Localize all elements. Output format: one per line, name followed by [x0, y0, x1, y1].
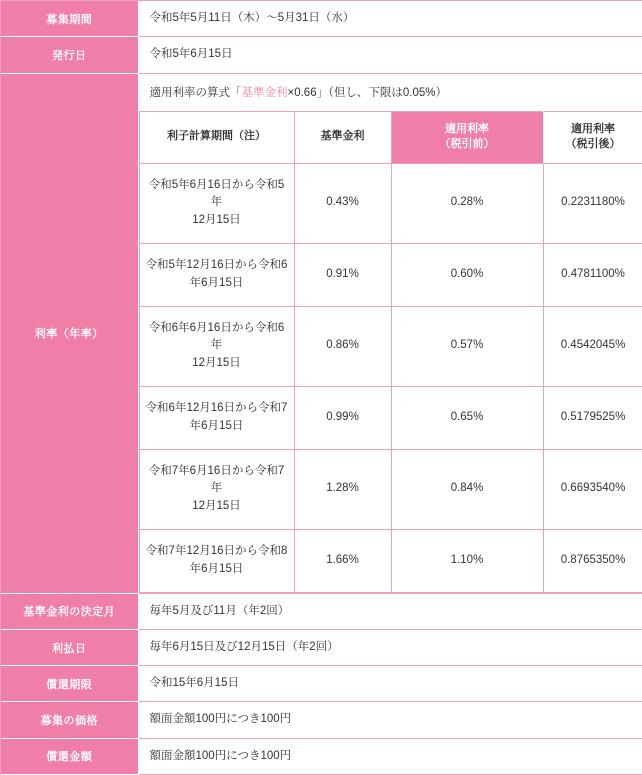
- cell-period-line1: 令和6年6月16日から令和6年: [149, 322, 284, 352]
- cell-period-line2: 12月15日: [192, 214, 241, 226]
- cell-applied-after-tax: 0.4542045%: [543, 306, 642, 386]
- row-value-redemption-date: 令和15年6月15日: [138, 666, 642, 702]
- table-row: [139, 306, 642, 386]
- cell-base-rate: 0.43%: [294, 163, 391, 243]
- cell-period-line1: 令和5年12月16日から令和6: [146, 259, 288, 271]
- rate-formula: [139, 74, 642, 111]
- table-row: [139, 530, 642, 593]
- cell-period-line1: 令和6年12月16日から令和7: [146, 402, 288, 414]
- cell-period-line2: 年6月15日: [190, 420, 244, 432]
- cell-period-line1: 令和7年6月16日から令和7年: [149, 465, 284, 495]
- row-label-base-rate-month: 基準金利の決定月: [1, 593, 138, 629]
- row-label-offer-period: 募集期間: [1, 1, 138, 37]
- cell-base-rate: 1.66%: [294, 530, 391, 593]
- cell-applied-before-tax: 0.60%: [391, 243, 543, 306]
- cell-base-rate: 1.28%: [294, 449, 391, 529]
- table-row: [1, 666, 642, 702]
- column-header-applied-after-tax-line2: （税引後）: [566, 138, 621, 150]
- cell-period: [139, 530, 294, 593]
- formula-suffix: ×0.66」（但し、下限は0.05%）: [288, 87, 447, 99]
- cell-applied-before-tax: 0.57%: [391, 306, 543, 386]
- cell-applied-after-tax: 0.4781100%: [543, 243, 642, 306]
- cell-applied-after-tax: 0.2231180%: [543, 163, 642, 243]
- cell-period: [139, 306, 294, 386]
- bond-terms-table: [1, 1, 642, 775]
- column-header-applied-before-tax: [391, 111, 543, 163]
- column-header-applied-before-tax-line2: （税引前）: [440, 138, 495, 150]
- cell-period: [139, 387, 294, 450]
- cell-applied-before-tax: 0.28%: [391, 163, 543, 243]
- column-header-base-rate: 基準金利: [294, 111, 391, 163]
- cell-period: [139, 243, 294, 306]
- column-header-applied-after-tax-line1: 適用利率: [571, 123, 615, 135]
- table-row: [139, 163, 642, 243]
- cell-applied-before-tax: 0.65%: [391, 387, 543, 450]
- cell-period-line2: 12月15日: [192, 500, 241, 512]
- table-row: [1, 1, 642, 37]
- row-label-redemption-amount: 償還金額: [1, 738, 138, 774]
- row-value-offer-price: 額面金額100円につき100円: [138, 702, 642, 738]
- row-value-issue-date: 令和5年6月15日: [138, 37, 642, 73]
- cell-period-line2: 年6月15日: [190, 563, 244, 575]
- table-row: [1, 629, 642, 665]
- table-row: [1, 702, 642, 738]
- cell-period: [139, 163, 294, 243]
- row-label-redemption-date: 償還期限: [1, 666, 138, 702]
- cell-applied-after-tax: 0.6693540%: [543, 449, 642, 529]
- row-value-offer-period: 令和5年5月11日（木）～5月31日（水）: [138, 1, 642, 37]
- row-label-rate: 利率（年率）: [1, 73, 138, 593]
- cell-base-rate: 0.86%: [294, 306, 391, 386]
- interest-rate-table: [139, 111, 642, 593]
- cell-period-line1: 令和7年12月16日から令和8: [146, 545, 288, 557]
- formula-prefix: 適用利率の算式「: [150, 87, 242, 99]
- cell-period-line1: 令和5年6月16日から令和5年: [149, 179, 284, 209]
- cell-period: [139, 449, 294, 529]
- cell-base-rate: 0.99%: [294, 387, 391, 450]
- cell-applied-after-tax: 0.8765350%: [543, 530, 642, 593]
- table-row: [1, 37, 642, 73]
- table-row: [139, 387, 642, 450]
- table-row: [1, 593, 642, 629]
- table-row: [1, 738, 642, 774]
- cell-period-line2: 年6月15日: [190, 277, 244, 289]
- formula-highlight: 基準金利: [242, 87, 288, 99]
- cell-base-rate: 0.91%: [294, 243, 391, 306]
- column-header-applied-after-tax: [543, 111, 642, 163]
- table-row: [1, 73, 642, 593]
- cell-applied-after-tax: 0.5179525%: [543, 387, 642, 450]
- row-value-redemption-amount: 額面金額100円につき100円: [138, 738, 642, 774]
- row-value-rate: [138, 73, 642, 593]
- cell-period-line2: 12月15日: [192, 357, 241, 369]
- table-header-row: [139, 111, 642, 163]
- cell-applied-before-tax: 0.84%: [391, 449, 543, 529]
- table-row: [139, 449, 642, 529]
- row-label-offer-price: 募集の価格: [1, 702, 138, 738]
- row-value-interest-payment-date: 毎年6月15日及び12月15日（年2回）: [138, 629, 642, 665]
- row-label-interest-payment-date: 利払日: [1, 629, 138, 665]
- column-header-period: 利子計算期間（注）: [139, 111, 294, 163]
- row-label-issue-date: 発行日: [1, 37, 138, 73]
- column-header-applied-before-tax-line1: 適用利率: [445, 123, 489, 135]
- table-row: [139, 243, 642, 306]
- cell-applied-before-tax: 1.10%: [391, 530, 543, 593]
- row-value-base-rate-month: 毎年5月及び11月（年2回）: [138, 593, 642, 629]
